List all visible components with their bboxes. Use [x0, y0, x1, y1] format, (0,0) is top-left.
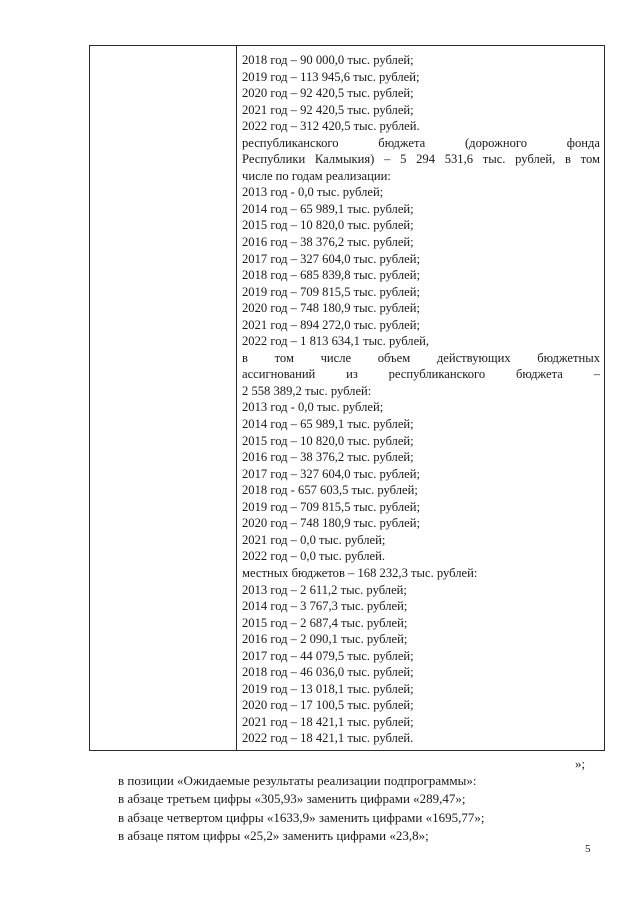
amendment-paragraph: в абзаце пятом цифры «25,2» заменить цифрами «23,8»;	[118, 828, 429, 844]
table-line: 2018 год - 657 603,5 тыс. рублей;	[242, 483, 418, 498]
table-line: 2020 год – 92 420,5 тыс. рублей;	[242, 86, 414, 101]
table-line: 2021 год – 894 272,0 тыс. рублей;	[242, 317, 420, 332]
table-line: 2015 год – 10 820,0 тыс. рублей;	[242, 433, 414, 448]
table-line: 2016 год – 38 376,2 тыс. рублей;	[242, 235, 414, 250]
table-line: 2014 год – 3 767,3 тыс. рублей;	[242, 599, 408, 614]
table-line: 2021 год – 92 420,5 тыс. рублей;	[242, 102, 414, 117]
table-line: 2 558 389,2 тыс. рублей:	[242, 383, 372, 398]
table-line: 2019 год – 709 815,5 тыс. рублей;	[242, 499, 420, 514]
funding-cell-text	[242, 52, 600, 747]
amendment-paragraph: в абзаце третьем цифры «305,93» заменить цифрами «289,47»;	[118, 791, 466, 807]
table-line: 2020 год – 17 100,5 тыс. рублей;	[242, 698, 414, 713]
table-line: 2017 год – 44 079,5 тыс. рублей;	[242, 648, 414, 663]
table-line: 2016 год – 38 376,2 тыс. рублей;	[242, 450, 414, 465]
closing-quote: »;	[575, 756, 586, 771]
table-line: 2022 год – 0,0 тыс. рублей.	[242, 549, 385, 564]
table-line: 2022 год – 18 421,1 тыс. рублей.	[242, 731, 414, 746]
table-line: ассигнований из республиканского бюджета –	[242, 367, 600, 382]
table-line: 2020 год – 748 180,9 тыс. рублей;	[242, 516, 420, 531]
table-line: в том числе объем действующих бюджетных	[242, 350, 600, 365]
table-line: Республики Калмыкия) – 5 294 531,6 тыс. рублей, в том	[242, 152, 600, 167]
table-line: 2020 год – 748 180,9 тыс. рублей;	[242, 301, 420, 316]
amendment-paragraph: в позиции «Ожидаемые результаты реализации подпрограммы»:	[118, 773, 477, 788]
table-line: 2017 год – 327 604,0 тыс. рублей;	[242, 251, 420, 266]
table-line: 2021 год – 18 421,1 тыс. рублей;	[242, 714, 414, 729]
table-line: 2013 год – 2 611,2 тыс. рублей;	[242, 582, 407, 597]
table-line: 2019 год – 113 945,6 тыс. рублей;	[242, 69, 420, 84]
table-line: 2022 год – 1 813 634,1 тыс. рублей,	[242, 334, 430, 349]
table-line: числе по годам реализации:	[242, 168, 391, 183]
table-line: местных бюджетов – 168 232,3 тыс. рублей:	[242, 565, 478, 580]
amendment-paragraph: в абзаце четвертом цифры «1633,9» заменить цифрами «1695,77»;	[118, 809, 485, 825]
table-line: 2018 год – 90 000,0 тыс. рублей;	[242, 53, 414, 67]
table-line: 2014 год – 65 989,1 тыс. рублей;	[242, 417, 414, 432]
table-line: 2015 год – 10 820,0 тыс. рублей;	[242, 218, 414, 233]
page-number: 5	[585, 843, 591, 855]
table-line: 2022 год – 312 420,5 тыс. рублей.	[242, 119, 420, 134]
table-line: 2017 год – 327 604,0 тыс. рублей;	[242, 466, 420, 481]
table-line: 2018 год – 685 839,8 тыс. рублей;	[242, 268, 420, 283]
table-line: 2016 год – 2 090,1 тыс. рублей;	[242, 632, 408, 647]
table-line: 2013 год - 0,0 тыс. рублей;	[242, 400, 384, 415]
table-line: 2013 год - 0,0 тыс. рублей;	[242, 185, 384, 200]
table-column-divider	[236, 45, 237, 751]
table-line: 2019 год – 13 018,1 тыс. рублей;	[242, 681, 414, 696]
table-line: республиканского бюджета (дорожного фонда	[242, 135, 600, 150]
table-line: 2021 год – 0,0 тыс. рублей;	[242, 532, 386, 547]
table-line: 2015 год – 2 687,4 тыс. рублей;	[242, 615, 408, 630]
table-line: 2014 год – 65 989,1 тыс. рублей;	[242, 201, 414, 216]
table-line: 2018 год – 46 036,0 тыс. рублей;	[242, 665, 414, 680]
amendment-text	[118, 772, 598, 846]
table-line: 2019 год – 709 815,5 тыс. рублей;	[242, 284, 420, 299]
